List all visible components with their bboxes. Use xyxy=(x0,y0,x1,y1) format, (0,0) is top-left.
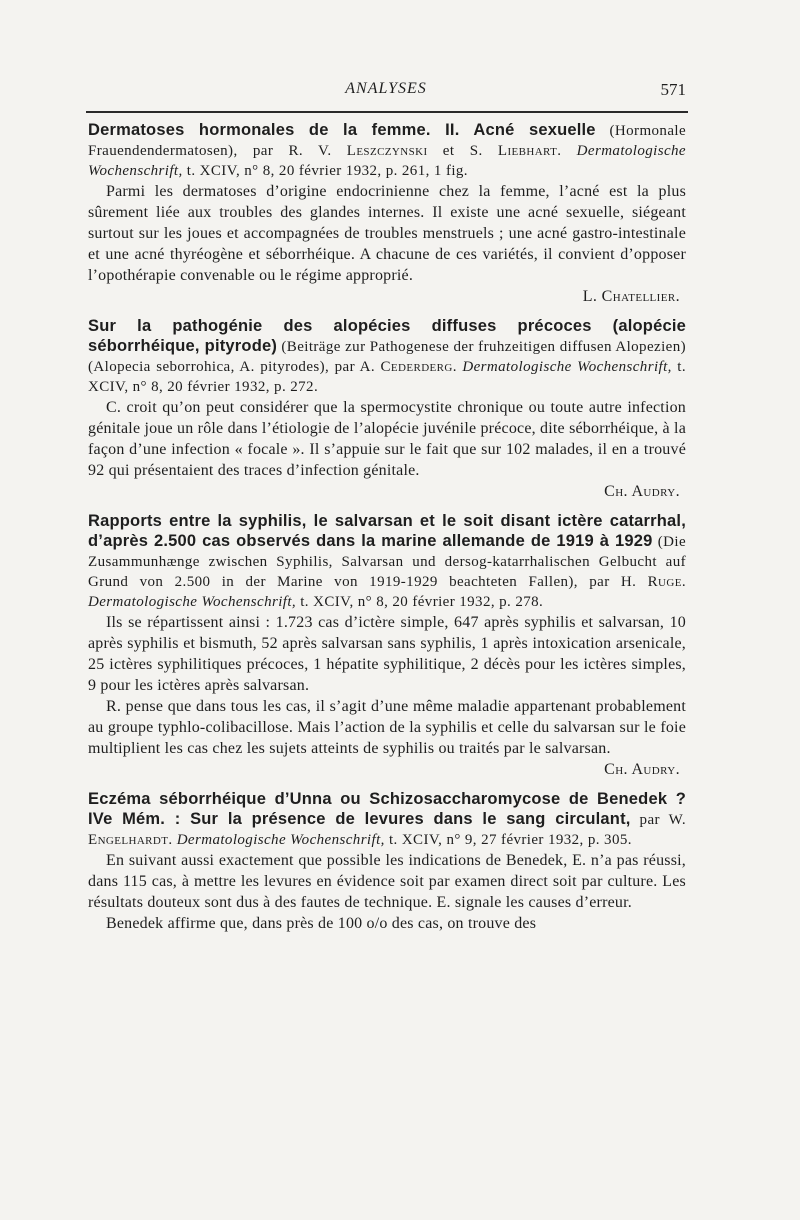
running-title: ANALYSES xyxy=(345,80,427,97)
cite-text: (Die Zusammunhænge zwischen Syphilis, Salvarsan und dersog-katarrhalischen Gelbucht auf Grund von 2.500 in der Marine von 1919-1929 beachteten Fallen), par H. xyxy=(88,534,687,590)
article-2-title-block xyxy=(88,316,686,397)
header-rule xyxy=(86,111,688,113)
article-3-heading: Rapports entre la syphilis, le salvarsan et le soit disant ictère catarrhal, d’après 2.500 cas observés dans la marine allemande de 1919 à 1929 xyxy=(88,512,686,550)
cite-text: . xyxy=(557,143,577,159)
article-3-title-block xyxy=(88,511,686,612)
article-2-heading: Sur la pathogénie des alopécies diffuses précoces (alopécie séborrhéique, pityrode) xyxy=(88,317,686,355)
cite-text: . xyxy=(168,832,177,848)
cite-text: t. XCIV, n° 8, 20 février 1932, p. 261, 1 fig. xyxy=(182,163,468,179)
journal-name: Dermatologische Wochenschrift, xyxy=(462,359,672,375)
article-2 xyxy=(88,316,686,502)
article-3-body-1: Ils se répartissent ainsi : 1.723 cas d’ictère simple, 647 après syphilis et salvarsan, 10 après syphilis et bismuth, 52 après salvarsan sans syphilis, 1 après intoxication arsenicale, 25 ictères syphilitiques précoces, 1 hépatite syphilitique, 2 décès pour les ictères simples, 9 pour les ictères après salvarsan. xyxy=(88,614,686,694)
cite-text: . xyxy=(452,359,463,375)
article-2-signature: Ch. Audry. xyxy=(604,483,680,500)
article-1 xyxy=(88,120,686,307)
cite-text: t. XCIV, n° 8, 20 février 1932, p. 278. xyxy=(296,594,544,610)
article-3 xyxy=(88,511,686,780)
running-head xyxy=(86,78,686,102)
article-1-body: Parmi les dermatoses d’origine endocrinienne chez la femme, l’acné est la plus sûrement liée aux troubles des glandes internes. Il existe une acné sexuelle, siégeant surtout sur les joues et accompagnées de troubles menstruels ; une acné gastro-intestinale et une acné thyréogène et séborrhéique. A chacune de ces variétés, il convient d’opposer l’opothérapie convenable ou le régime approprié. xyxy=(88,183,686,284)
article-1-heading: Dermatoses hormonales de la femme. II. Acné sexuelle xyxy=(88,121,596,139)
cite-text: et S. xyxy=(427,143,498,159)
journal-name: Dermatologische Wochenschrift, xyxy=(88,594,297,610)
author-name: Liebhart xyxy=(497,143,558,159)
article-4-body-2: Benedek affirme que, dans près de 100 o/o des cas, on trouve des xyxy=(106,915,537,932)
author-name: Leszczynski xyxy=(346,143,428,159)
article-3-body-2: R. pense que dans tous les cas, il s’agit d’une même maladie appartenant probablement au groupe typhlo-colibacillose. Mais l’action de la syphilis et celle du salvarsan sur le foie multiplient les cas chez les sujets atteints de syphilis ou traités par le salvarsan. xyxy=(88,698,686,757)
cite-text: . xyxy=(681,574,686,590)
article-1-signature: L. Chatellier. xyxy=(582,288,680,305)
cite-text: (Hormonale Frauendendermatosen), par R. V. xyxy=(88,123,686,159)
journal-name: Dermatologische Wochenschrift, xyxy=(88,143,686,179)
article-2-body: C. croit qu’on peut considérer que la spermocystite chronique ou toute autre infection génitale joue un rôle dans l’étiologie de l’alopécie juvénile précoce, dite séborrhéique, à la façon d’une infection « focale ». Il s’appuie sur le fait que sur 102 malades, il en a trouvé 92 qui présentaient des traces d’infection génitale. xyxy=(88,399,686,479)
author-name: Cederderg xyxy=(380,359,453,375)
article-4-body-1: En suivant aussi exactement que possible les indications de Benedek, E. n’a pas réussi, dans 115 cas, à mettre les levures en évidence soit par examen direct soit par culture. Les résultats douteux sont dus à des fautes de technique. E. signale les causes d’erreur. xyxy=(88,852,686,911)
article-4 xyxy=(88,789,686,934)
cite-text: (Beiträge zur Pathogenese der fruhzeitigen diffusen Alopezien) (Alopecia seborrohica, A. pityrodes), par A. xyxy=(88,339,686,375)
page-number: 571 xyxy=(660,80,686,99)
cite-text: t. XCIV, n° 9, 27 février 1932, p. 305. xyxy=(384,832,632,848)
article-3-signature: Ch. Audry. xyxy=(604,761,680,778)
author-name: Engelhardt xyxy=(88,832,169,848)
journal-name: Dermatologische Wochenschrift, xyxy=(176,832,385,848)
cite-text: par W. xyxy=(630,812,686,828)
content xyxy=(88,120,686,943)
cite-text: t. XCIV, n° 8, 20 février 1932, p. 272. xyxy=(88,359,686,395)
article-4-title-block xyxy=(88,789,686,850)
article-4-heading: Eczéma séborrhéique d’Unna ou Schizosaccharomycose de Benedek ? IVe Mém. : Sur la présence de levures dans le sang circulant, xyxy=(88,790,686,828)
author-name: Ruge xyxy=(647,574,682,590)
article-1-title-block xyxy=(88,120,686,181)
